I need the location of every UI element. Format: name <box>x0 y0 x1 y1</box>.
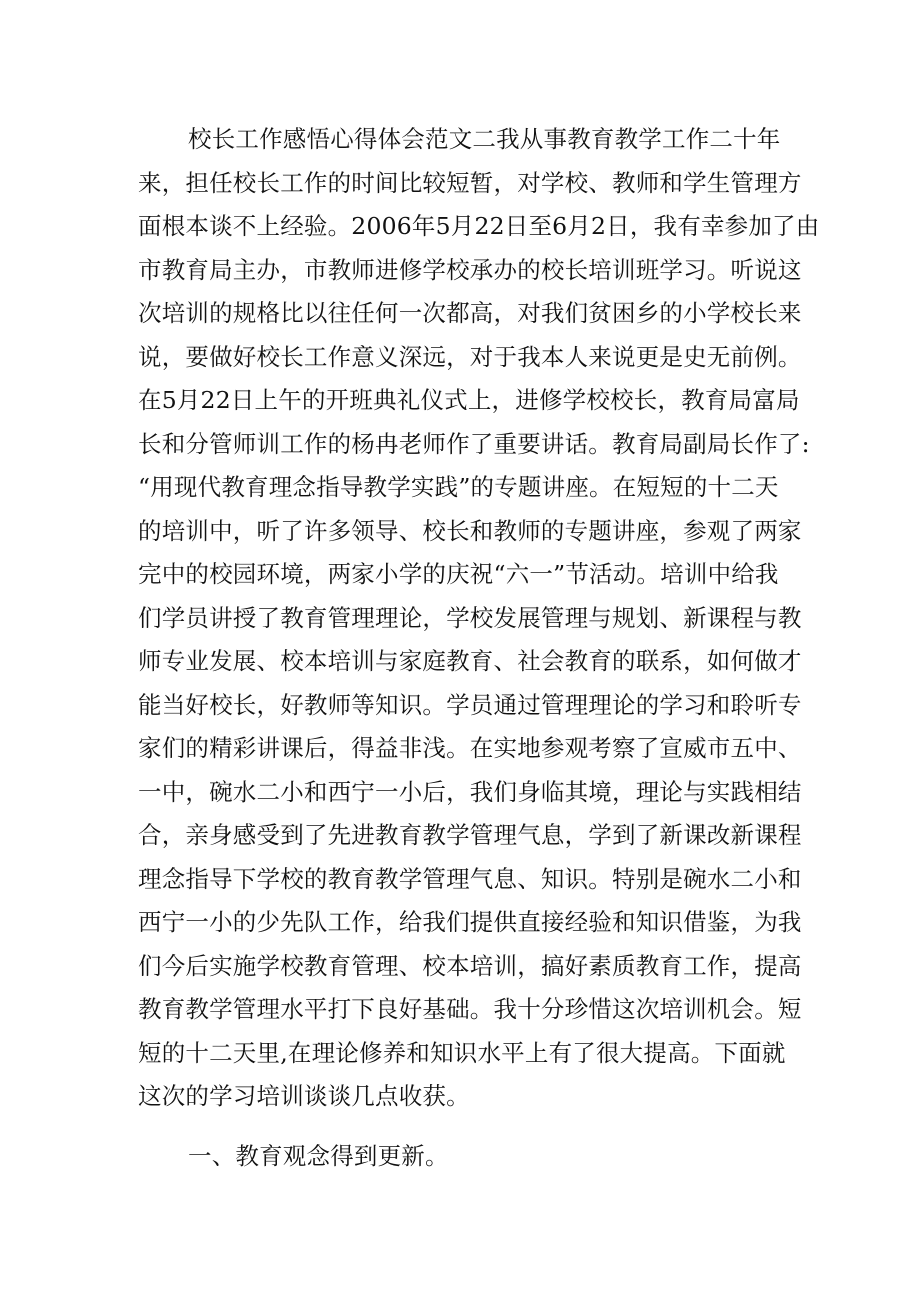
paragraph-line: 长和分管师训工作的杨冉老师作了重要讲话。教育局副局长作了: <box>138 429 810 458</box>
paragraph-line: 师专业发展、校本培训与家庭教育、社会教育的联系，如何做才 <box>138 647 802 675</box>
paragraph-line: 合，亲身感受到了先进教育教学管理气息，学到了新课改新课程 <box>138 821 802 849</box>
paragraph-line: 面根本谈不上经验。2006年5月22日至6月2日，我有幸参加了由 <box>138 212 820 240</box>
paragraph-line: 来，担任校长工作的时间比较短暂，对学校、教师和学生管理方 <box>138 168 802 197</box>
paragraph-line: 家们的精彩讲课后，得益非浅。在实地参观考察了宣威市五中、 <box>138 734 802 762</box>
paragraph-line: 理念指导下学校的教育教学管理气息、知识。特别是碗水二小和 <box>138 864 802 893</box>
paragraph-line: 西宁一小的少先队工作，给我们提供直接经验和知识借鉴，为我 <box>138 908 802 936</box>
paragraph-line: 校长工作感悟心得体会范文二我从事教育教学工作二十年 <box>188 125 781 153</box>
paragraph-line: 能当好校长，好教师等知识。学员通过管理理论的学习和聆听专 <box>138 690 802 719</box>
paragraph-line: 在5月22日上午的开班典礼仪式上，进修学校校长，教育局富局 <box>138 386 800 414</box>
paragraph-line: 们今后实施学校教育管理、校本培训，搞好素质教育工作，提高 <box>138 951 802 980</box>
paragraph-spacer <box>138 1119 788 1135</box>
section-heading: 一、教育观念得到更新。 <box>188 1141 449 1170</box>
paragraph-line: 们学员讲授了教育管理理论，学校发展管理与规划、新课程与教 <box>138 603 802 632</box>
paragraph-line: 市教育局主办，市教师进修学校承办的校长培训班学习。听说这 <box>138 255 802 284</box>
paragraph-line: 教育教学管理水平打下良好基础。我十分珍惜这次培训机会。短 <box>138 995 802 1023</box>
paragraph-line: 说，要做好校长工作意义深远，对于我本人来说更是史无前例。 <box>138 342 802 371</box>
paragraph-line: 一中，碗水二小和西宁一小后，我们身临其境，理论与实践相结 <box>138 777 802 806</box>
paragraph-line: “用现代教育理念指导教学实践”的专题讲座。在短短的十二天 <box>138 473 779 501</box>
paragraph-line: 完中的校园环境，两家小学的庆祝“六一”节活动。培训中给我 <box>138 560 779 588</box>
paragraph-line: 短的十二天里,在理论修养和知识水平上有了很大提高。下面就 <box>138 1038 786 1067</box>
paragraph-line: 这次的学习培训谈谈几点收获。 <box>138 1082 470 1110</box>
body-text <box>138 118 820 1178</box>
paragraph-line: 次培训的规格比以往任何一次都高，对我们贫困乡的小学校长来 <box>138 299 802 327</box>
paragraph-line: 的培训中，听了许多领导、校长和教师的专题讲座，参观了两家 <box>138 516 802 545</box>
